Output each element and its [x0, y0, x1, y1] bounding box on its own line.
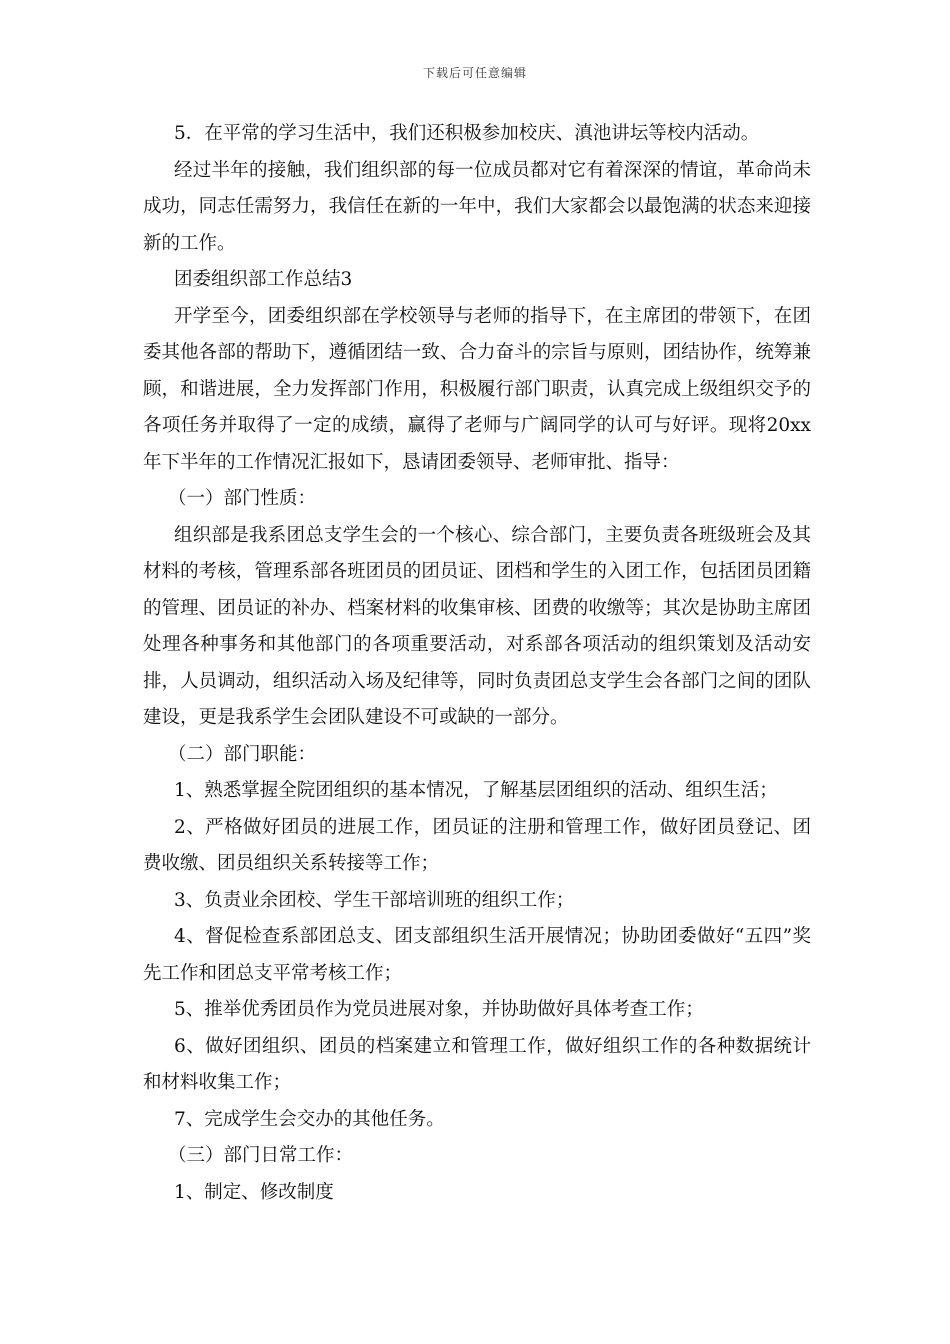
section-title: 团委组织部工作总结3: [174, 269, 353, 290]
document-body: [143, 116, 811, 1211]
function-item-2: 2、严格做好团员的进展工作，团员证的注册和管理工作，做好团员登记、团费收缴、团员组织关系转接等工作；: [143, 816, 811, 874]
daily-work-item-1: 1、制定、修改制度: [174, 1181, 334, 1203]
function-item-7: 7、完成学生会交办的其他任务。: [174, 1108, 445, 1130]
function-item-3: 3、负责业余团校、学生干部培训班的组织工作；: [174, 889, 575, 911]
paragraph-activities: 5．在平常的学习生活中，我们还积极参加校庆、滇池讲坛等校内活动。: [174, 123, 760, 144]
function-item-6: 6、做好团组织、团员的档案建立和管理工作，做好组织工作的各种数据统计和材料收集工作；: [143, 1035, 811, 1093]
function-item-5: 5、推举优秀团员作为党员进展对象，并协助做好具体考查工作；: [174, 999, 704, 1020]
function-item-1: 1、熟悉掌握全院团组织的基本情况，了解基层团组织的活动、组织生活；: [174, 780, 778, 801]
page-header-note: 下载后可任意编辑: [422, 66, 527, 80]
heading-daily-work: （三）部门日常工作：: [168, 1145, 354, 1166]
heading-department-nature: （一）部门性质：: [168, 488, 317, 509]
paragraph-department-nature: 组织部是我系团总支学生会的一个核心、综合部门，主要负责各班级班会及其材料的考核，管理系部各班团员的团员证、团档和学生的入团工作，包括团员团籍的管理、团员证的补办、档案材料的收集审核、团费的收缴等；其次是协助主席团处理各种事务和其他部门的各项重要活动，对系部各项活动的组织策划及活动安排，人员调动，组织活动入场及纪律等，同时负责团总支学生会各部门之间的团队建设，更是我系学生会团队建设不可或缺的一部分。: [143, 524, 811, 728]
heading-department-functions: （二）部门职能：: [168, 743, 317, 765]
paragraph-reflection: 经过半年的接触，我们组织部的每一位成员都对它有着深深的情谊，革命尚未成功，同志任需努力，我信任在新的一年中，我们大家都会以最饱满的状态来迎接新的工作。: [143, 159, 811, 254]
function-item-4: 4、督促检查系部团总支、团支部组织生活开展情况；协助团委做好“五四”奖先工作和团总支平常考核工作；: [143, 926, 811, 984]
paragraph-intro: 开学至今，团委组织部在学校领导与老师的指导下，在主席团的带领下，在团委其他各部的帮助下，遵循团结一致、合力奋斗的宗旨与原则，团结协作，统筹兼顾，和谐进展，全力发挥部门作用，积极履行部门职责，认真完成上级组织交予的各项任务并取得了一定的成绩，赢得了老师与广阔同学的认可与好评。现将20xx年下半年的工作情况汇报如下，恳请团委领导、老师审批、指导：: [143, 305, 811, 473]
